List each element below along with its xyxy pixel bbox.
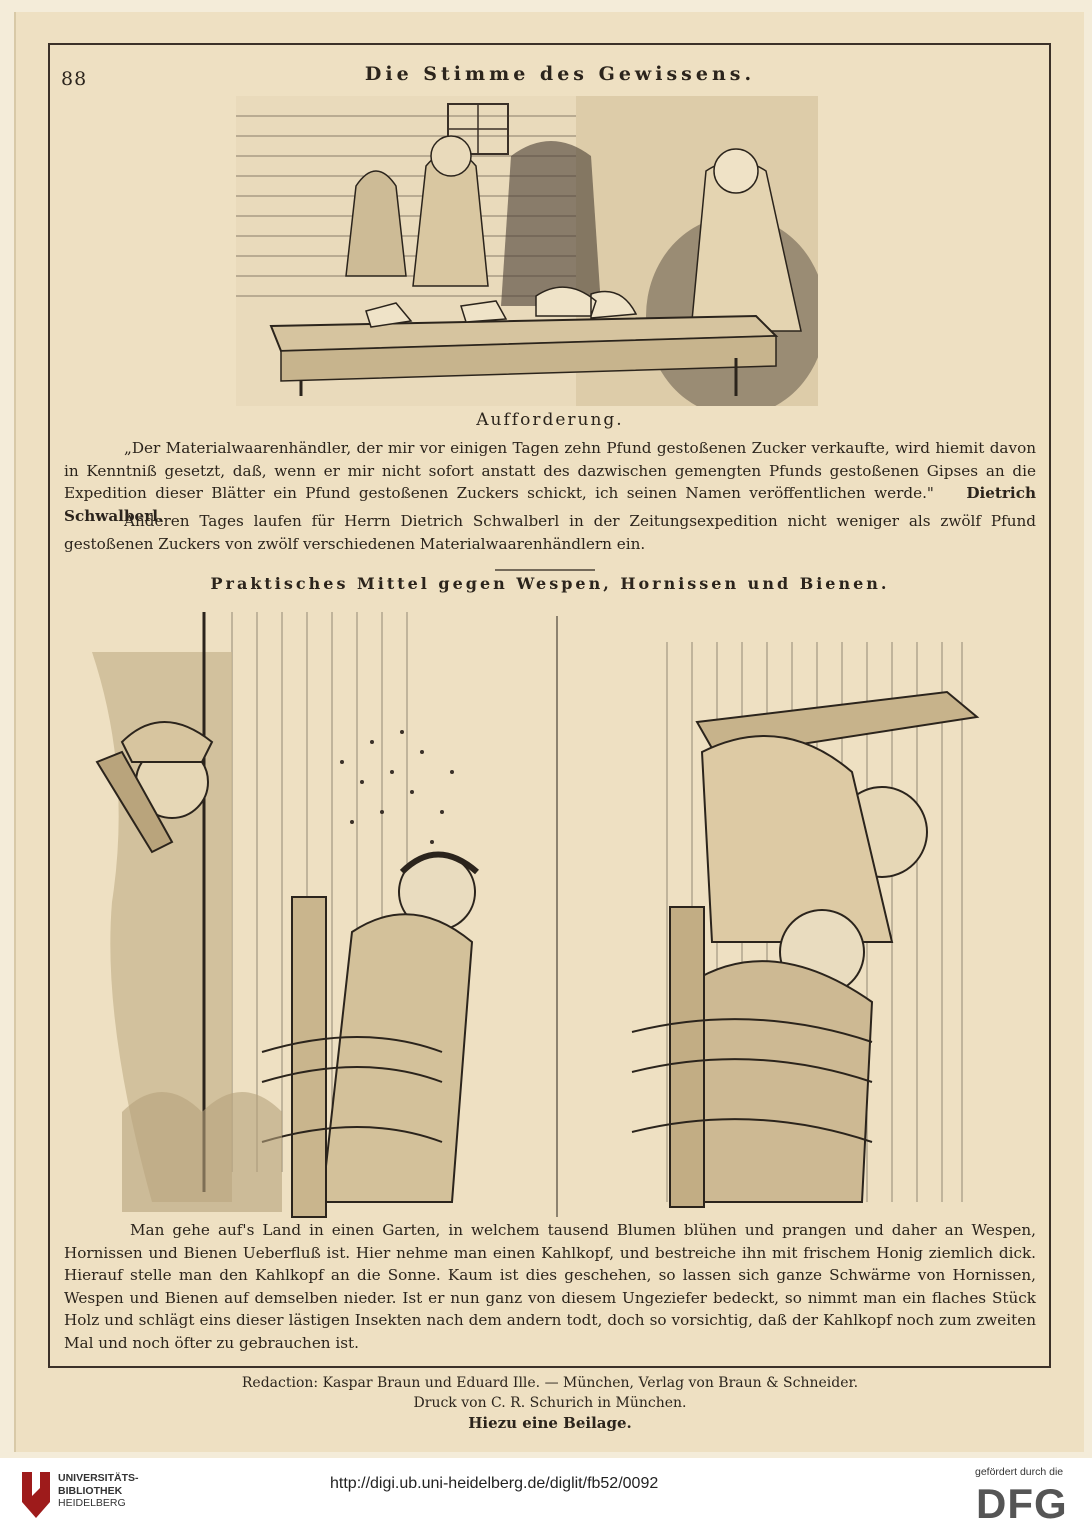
heading-rule: [495, 568, 595, 572]
dfg-logo[interactable]: DFG: [976, 1480, 1068, 1527]
article1-paragraph2: Anderen Tages laufen für Herrn Dietrich Schwalberl in der Zeitungsexpedition nicht weniger als zwölf Pfund gestoßenen Zuckers von zwölf verschiedenen Materialwaarenhändlern ein.: [64, 512, 1036, 553]
article2-paragraph: Man gehe auf's Land in einen Garten, in welchem tausend Blumen blühen und prangen und daher an Wespen, Hornissen und Bienen Ueberfluß ist. Hier nehme man einen Kahlkopf, und bestreiche ihn mit frischem Honig ziemlich dick. Hierauf stelle man den Kahlkopf an die Sonne. Kaum ist dies geschehen, so lassen sich ganze Schwärme von Hornissen, Wespen und Bienen auf demselben nieder. Ist er nun ganz von diesem Ungeziefer bedeckt, so nimmt man ein flaches Stück Holz und schlägt eins dieser lästigen Insekten nach dem andern todt, doch so vorsichtig, daß der Kahlkopf noch zum zweiten Mal und noch öfter zu gebrauchen ist.: [64, 1221, 1036, 1352]
illustration-bald-head-panels: [92, 612, 992, 1222]
imprint: [60, 1373, 1040, 1433]
imprint-line2: Druck von C. R. Schurich in München.: [413, 1395, 687, 1411]
article1-paragraph1-text: „Der Materialwaarenhändler, der mir vor einigen Tagen zehn Pfund gestoßenen Zucker verkaufte, wird hiemit davon in Kenntniß gesetzt, daß, wenn er mir nicht sofort anstatt des dazwischen gemengten Pfunds gestoßenen Gipses an die Expedition dieser Blätter ein Pfund gestoßenen Zuckers schickt, ich seinen Namen veröffentlichen werde.": [64, 439, 1036, 502]
illustration-shop-scene: [236, 96, 818, 406]
page-title: Die Stimme des Gewissens.: [364, 63, 756, 85]
library-logo-icon: [16, 1466, 54, 1522]
institution-line3: HEIDELBERG: [58, 1497, 126, 1509]
funding-text: gefördert durch die: [975, 1466, 1064, 1478]
article1-heading: Aufforderung.: [476, 410, 624, 430]
article2-heading: Praktisches Mittel gegen Wespen, Hornissen und Bienen.: [210, 574, 890, 593]
institution-line1: UNIVERSITÄTS-: [58, 1472, 139, 1484]
article1-signature: Dietrich Schwalberl.: [64, 484, 1036, 525]
university-logo[interactable]: [16, 1466, 176, 1528]
page-number: 88: [61, 68, 88, 90]
imprint-line1: Redaction: Kaspar Braun und Eduard Ille. — München, Verlag von Braun & Schneider.: [241, 1375, 859, 1391]
institution-name: [58, 1472, 139, 1510]
institution-line2: BIBLIOTHEK: [58, 1484, 123, 1497]
imprint-line3: Hiezu eine Beilage.: [468, 1414, 632, 1432]
permalink-url[interactable]: http://digi.ub.uni-heidelberg.de/diglit/fb52/0092: [330, 1475, 659, 1492]
